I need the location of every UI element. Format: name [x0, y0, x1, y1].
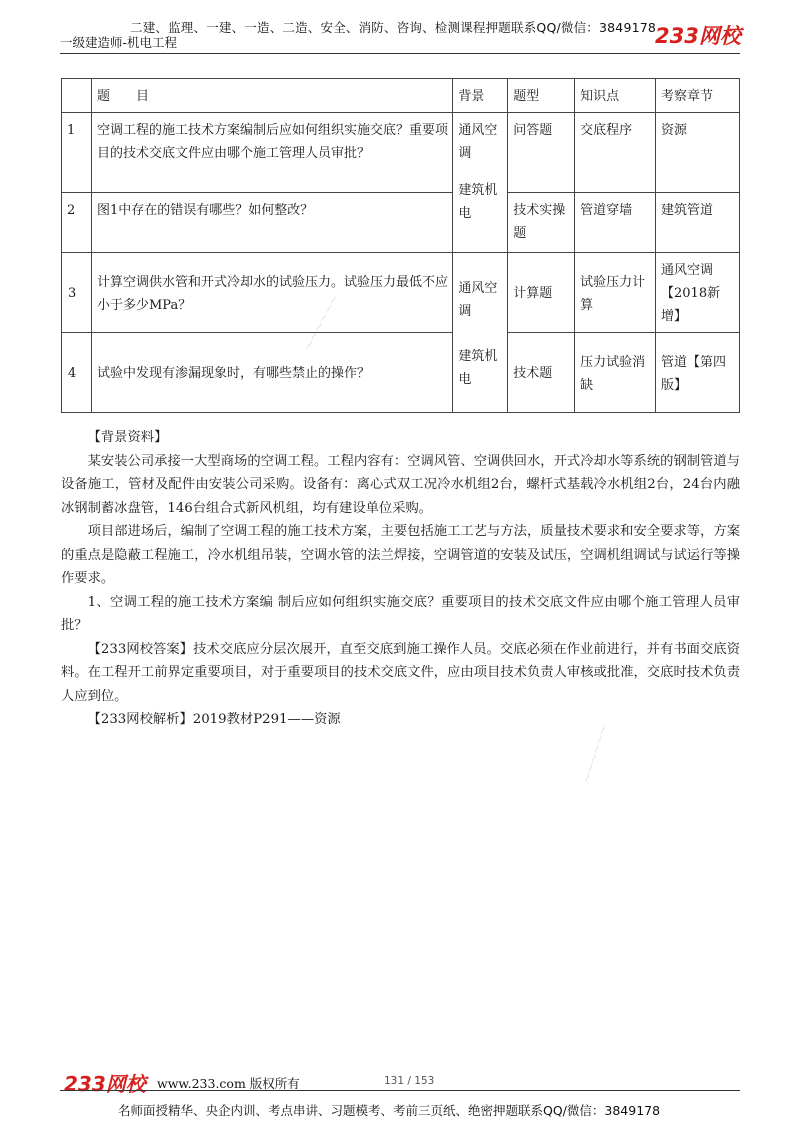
row-question: 试验中发现有渗漏现象时，有哪些禁止的操作？	[91, 333, 452, 413]
row-background	[453, 113, 508, 253]
table-header-row	[62, 79, 740, 113]
row-question: 图1中存在的错误有哪些？如何整改？	[91, 193, 452, 253]
row-question: 空调工程的施工技术方案编制后应如何组织实施交底？重要项目的技术交底文件应由哪个施工管理人员审批？	[91, 113, 452, 193]
row-knowledge: 管道穿墙	[575, 193, 656, 253]
row-knowledge: 交底程序	[575, 113, 656, 193]
answer-paragraph	[61, 638, 740, 709]
row-type: 问答题	[508, 113, 575, 193]
row-type: 计算题	[508, 253, 575, 333]
row-number: 3	[62, 253, 92, 333]
row-number: 4	[62, 333, 92, 413]
header-subtitle: 一级建造师-机电工程	[60, 35, 178, 50]
row-number: 2	[62, 193, 92, 253]
question-paragraph: 1、空调工程的施工技术方案编 制后应如何组织实施交底？重要项目的技术交底文件应由哪个施工管理人员审批？	[61, 594, 740, 633]
row-number: 1	[62, 113, 92, 193]
background-label: 建筑机电	[458, 348, 498, 387]
row-knowledge: 试验压力计算	[575, 253, 656, 333]
background-paragraph: 某安装公司承接一大型商场的空调工程。工程内容有：空调风管、空调供回水，开式冷却水等系统的钢制管道与设备施工，管材及配件由安装公司采购。设备有：离心式双工况冷水机组2台，螺杆式基载冷水机组2台，24台内融冰钢制蓄冰盘管，146台组合式新风机组，均有建设单位采购。	[61, 453, 740, 516]
row-background	[453, 253, 508, 413]
table-row	[62, 193, 740, 253]
footer-divider	[60, 1090, 740, 1091]
table-row	[62, 333, 740, 413]
row-chapter: 资源	[656, 113, 740, 193]
row-chapter: 通风空调【2018新增】	[656, 253, 740, 333]
header-cell-type: 题型	[508, 79, 575, 113]
row-knowledge: 压力试验消缺	[575, 333, 656, 413]
analysis-label: 【233网校解析】	[87, 712, 193, 727]
footer-promo-text: 名师面授精华、央企内训、考点串讲、习题模考、考前三页纸、绝密押题联系QQ/微信：3849178	[118, 1103, 661, 1118]
footer-logo: 233网校	[64, 1072, 146, 1096]
row-question: 计算空调供水管和开式冷却水的试验压力。试验压力最低不应小于多少MPa？	[91, 253, 452, 333]
document-body	[61, 426, 740, 732]
analysis-text: 2019教材P291——资源	[192, 712, 341, 727]
answer-text: 技术交底应分层次展开，直至交底到施工操作人员。交底必须在作业前进行，并有书面交底资料。在工程开工前界定重要项目，对于重要项目的技术交底文件，应由项目技术负责人审核或批准，交底时技术负责人应到位。	[61, 641, 740, 704]
header-promo-text: 二建、监理、一建、一造、二造、安全、消防、咨询、检测课程押题联系QQ/微信：3849178	[130, 20, 657, 35]
row-type: 技术实操题	[508, 193, 575, 253]
watermark: ～～～～～～	[581, 724, 611, 785]
table-row	[62, 253, 740, 333]
background-label: 通风空调	[458, 123, 498, 161]
header-cell-background: 背景	[453, 79, 508, 113]
row-type: 技术题	[508, 333, 575, 413]
background-label: 建筑机电	[458, 183, 498, 221]
section-title: 【背景资料】	[87, 430, 168, 445]
brand-logo: 233网校	[655, 24, 741, 48]
analysis-paragraph	[61, 708, 740, 732]
header-divider	[60, 53, 740, 54]
answer-label: 【233网校答案】	[87, 641, 194, 657]
row-chapter: 建筑管道	[656, 193, 740, 253]
question-table	[61, 78, 740, 413]
header-cell-chapter: 考察章节	[656, 79, 740, 113]
row-chapter: 管道【第四版】	[656, 333, 740, 413]
header-cell-question: 题 目	[91, 79, 452, 113]
background-paragraph: 项目部进场后，编制了空调工程的施工技术方案，主要包括施工工艺与方法，质量技术要求和安全要求等，方案的重点是隐蔽工程施工，冷水机组吊装，空调水管的法兰焊接，空调管道的安装及试压，空调机组调试与试运行等操作要求。	[61, 524, 740, 586]
footer-site: www.233.com 版权所有	[157, 1076, 300, 1091]
watermark: ～～～～～～	[303, 293, 342, 353]
page-number: 131 / 153	[384, 1075, 435, 1087]
header-cell-knowledge: 知识点	[575, 79, 656, 113]
table-row	[62, 113, 740, 193]
header-cell-num	[62, 79, 92, 113]
background-label: 通风空调	[458, 280, 498, 319]
